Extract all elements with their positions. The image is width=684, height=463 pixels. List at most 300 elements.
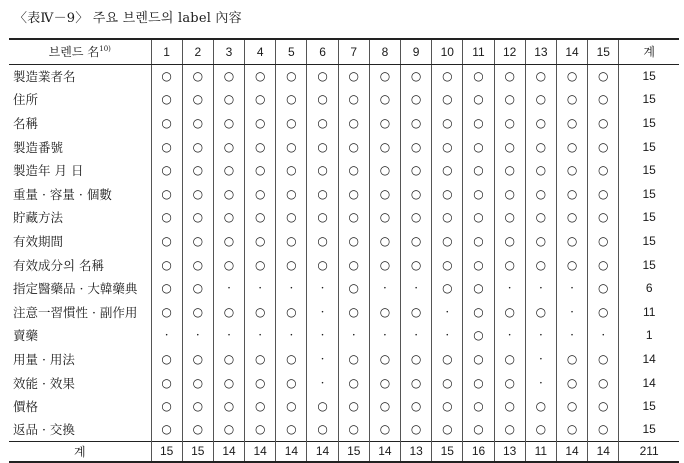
- mark-cell: ○: [151, 88, 182, 112]
- mark-cell: ○: [276, 158, 307, 182]
- mark-cell: ○: [151, 64, 182, 88]
- mark-cell: ○: [525, 64, 556, 88]
- mark-cell: ○: [369, 158, 400, 182]
- column-total: 15: [182, 442, 213, 462]
- mark-cell: ·: [525, 371, 556, 395]
- mark-cell: ○: [182, 64, 213, 88]
- mark-cell: ○: [182, 229, 213, 253]
- mark-cell: ○: [494, 88, 525, 112]
- mark-cell: ○: [556, 88, 587, 112]
- mark-cell: ○: [369, 88, 400, 112]
- mark-cell: ○: [588, 347, 619, 371]
- mark-cell: ○: [338, 158, 369, 182]
- mark-cell: ○: [432, 182, 463, 206]
- mark-cell: ○: [276, 88, 307, 112]
- mark-cell: ○: [182, 111, 213, 135]
- mark-cell: ○: [369, 135, 400, 159]
- mark-cell: ○: [463, 206, 494, 230]
- mark-cell: ○: [525, 253, 556, 277]
- brand-number-header: 3: [213, 39, 244, 64]
- mark-cell: ○: [432, 418, 463, 442]
- mark-cell: ○: [369, 206, 400, 230]
- mark-cell: ○: [151, 394, 182, 418]
- brand-number-header: 6: [307, 39, 338, 64]
- mark-cell: ○: [556, 206, 587, 230]
- mark-cell: ○: [494, 135, 525, 159]
- row-total: 15: [619, 418, 679, 442]
- brand-number-header: 15: [588, 39, 619, 64]
- row-label: 製造年 月 日: [13, 163, 84, 179]
- mark-cell: ○: [401, 394, 432, 418]
- row-label: 貯藏方法: [13, 210, 64, 226]
- mark-cell: ○: [151, 111, 182, 135]
- mark-cell: ○: [151, 135, 182, 159]
- row-total: 15: [619, 158, 679, 182]
- mark-cell: ·: [213, 276, 244, 300]
- mark-cell: ○: [245, 206, 276, 230]
- mark-cell: ○: [369, 347, 400, 371]
- brand-number-header: 1: [151, 39, 182, 64]
- mark-cell: ○: [182, 394, 213, 418]
- mark-cell: ○: [213, 253, 244, 277]
- mark-cell: ○: [463, 347, 494, 371]
- mark-cell: ·: [307, 276, 338, 300]
- mark-cell: ○: [338, 64, 369, 88]
- mark-cell: ○: [401, 371, 432, 395]
- mark-cell: ○: [213, 182, 244, 206]
- mark-cell: ○: [463, 158, 494, 182]
- mark-cell: ○: [588, 394, 619, 418]
- mark-cell: ○: [494, 229, 525, 253]
- table-row: [9, 300, 679, 324]
- column-total: 14: [307, 442, 338, 462]
- mark-cell: ○: [245, 88, 276, 112]
- mark-cell: ·: [525, 347, 556, 371]
- row-label: 重量 · 容量 · 個數: [13, 186, 112, 202]
- mark-cell: ·: [588, 324, 619, 348]
- mark-cell: ○: [182, 253, 213, 277]
- mark-cell: ○: [338, 206, 369, 230]
- mark-cell: ○: [151, 182, 182, 206]
- mark-cell: ○: [432, 206, 463, 230]
- row-label: 名稱: [13, 115, 39, 131]
- brand-number-header: 5: [276, 39, 307, 64]
- mark-cell: ○: [556, 371, 587, 395]
- table-row: [9, 324, 679, 348]
- mark-cell: ○: [556, 253, 587, 277]
- table-row: [9, 135, 679, 159]
- mark-cell: ○: [588, 253, 619, 277]
- mark-cell: ○: [182, 347, 213, 371]
- mark-cell: ○: [432, 158, 463, 182]
- mark-cell: ○: [276, 253, 307, 277]
- mark-cell: ○: [556, 347, 587, 371]
- mark-cell: ·: [525, 324, 556, 348]
- row-total: 15: [619, 111, 679, 135]
- mark-cell: ·: [307, 324, 338, 348]
- mark-cell: ○: [401, 206, 432, 230]
- table-row: [9, 229, 679, 253]
- mark-cell: ○: [213, 300, 244, 324]
- mark-cell: ○: [556, 182, 587, 206]
- mark-cell: ○: [151, 347, 182, 371]
- mark-cell: ○: [556, 158, 587, 182]
- column-total: 15: [432, 442, 463, 462]
- brand-number-header: 10: [432, 39, 463, 64]
- row-total: 14: [619, 371, 679, 395]
- mark-cell: ○: [276, 347, 307, 371]
- row-label: 用量 · 用法: [13, 351, 75, 367]
- mark-cell: ○: [432, 347, 463, 371]
- mark-cell: ○: [463, 229, 494, 253]
- column-total: 14: [369, 442, 400, 462]
- mark-cell: ○: [401, 300, 432, 324]
- mark-cell: ·: [151, 324, 182, 348]
- row-label: 有效成分의 名稱: [13, 257, 105, 273]
- row-label: 指定醫藥品 · 大韓藥典: [13, 281, 138, 297]
- mark-cell: ○: [525, 206, 556, 230]
- mark-cell: ○: [307, 206, 338, 230]
- mark-cell: ○: [463, 418, 494, 442]
- row-total: 15: [619, 206, 679, 230]
- mark-cell: ○: [588, 111, 619, 135]
- mark-cell: ○: [151, 158, 182, 182]
- mark-cell: ·: [369, 276, 400, 300]
- mark-cell: ○: [369, 253, 400, 277]
- mark-cell: ·: [276, 324, 307, 348]
- mark-cell: ○: [307, 229, 338, 253]
- mark-cell: ○: [432, 64, 463, 88]
- table-caption: 〈表Ⅳ－9〉 주요 브렌드의 label 內容: [14, 11, 242, 26]
- mark-cell: ○: [401, 64, 432, 88]
- mark-cell: ○: [182, 88, 213, 112]
- row-label: 注意一習慣性 · 副作用: [13, 304, 138, 320]
- mark-cell: ○: [369, 371, 400, 395]
- mark-cell: ○: [213, 371, 244, 395]
- mark-cell: ○: [245, 158, 276, 182]
- mark-cell: ○: [401, 253, 432, 277]
- mark-cell: ○: [245, 64, 276, 88]
- brand-number-header: 2: [182, 39, 213, 64]
- row-total: 6: [619, 276, 679, 300]
- column-total: 14: [588, 442, 619, 462]
- column-total: 14: [556, 442, 587, 462]
- column-total: 16: [463, 442, 494, 462]
- mark-cell: ○: [338, 276, 369, 300]
- table-row: [9, 88, 679, 112]
- mark-cell: ○: [494, 253, 525, 277]
- mark-cell: ○: [463, 276, 494, 300]
- mark-cell: ○: [338, 418, 369, 442]
- mark-cell: ○: [245, 371, 276, 395]
- row-total: 14: [619, 347, 679, 371]
- mark-cell: ○: [276, 111, 307, 135]
- mark-cell: ○: [588, 229, 619, 253]
- mark-cell: ○: [276, 229, 307, 253]
- mark-cell: ·: [182, 324, 213, 348]
- mark-cell: ○: [276, 182, 307, 206]
- mark-cell: ○: [432, 111, 463, 135]
- mark-cell: ○: [307, 88, 338, 112]
- mark-cell: ○: [588, 158, 619, 182]
- column-total: 14: [213, 442, 244, 462]
- mark-cell: ○: [463, 324, 494, 348]
- mark-cell: ○: [276, 135, 307, 159]
- mark-cell: ○: [151, 206, 182, 230]
- header-label-cell: [9, 39, 151, 64]
- row-total: 15: [619, 394, 679, 418]
- mark-cell: ○: [401, 229, 432, 253]
- mark-cell: ○: [588, 371, 619, 395]
- mark-cell: ○: [245, 253, 276, 277]
- mark-cell: ○: [556, 229, 587, 253]
- mark-cell: ○: [432, 135, 463, 159]
- mark-cell: ○: [463, 64, 494, 88]
- row-total: 1: [619, 324, 679, 348]
- mark-cell: ○: [369, 182, 400, 206]
- mark-cell: ·: [556, 276, 587, 300]
- row-label: 製造業者名: [13, 69, 76, 85]
- mark-cell: ○: [463, 371, 494, 395]
- row-label: 有效期間: [13, 233, 64, 249]
- mark-cell: ○: [338, 229, 369, 253]
- mark-cell: ○: [494, 371, 525, 395]
- mark-cell: ○: [307, 418, 338, 442]
- mark-cell: ○: [338, 371, 369, 395]
- mark-cell: ·: [556, 300, 587, 324]
- mark-cell: ○: [525, 158, 556, 182]
- table-row: [9, 253, 679, 277]
- mark-cell: ○: [369, 394, 400, 418]
- mark-cell: ○: [276, 300, 307, 324]
- mark-cell: ○: [525, 418, 556, 442]
- mark-cell: ○: [525, 300, 556, 324]
- mark-cell: ○: [213, 88, 244, 112]
- row-total: 15: [619, 135, 679, 159]
- mark-cell: ·: [401, 276, 432, 300]
- mark-cell: ○: [401, 135, 432, 159]
- mark-cell: ○: [151, 371, 182, 395]
- mark-cell: ○: [307, 135, 338, 159]
- mark-cell: ○: [463, 135, 494, 159]
- mark-cell: ○: [463, 182, 494, 206]
- mark-cell: ○: [213, 135, 244, 159]
- mark-cell: ○: [182, 158, 213, 182]
- mark-cell: ○: [556, 394, 587, 418]
- mark-cell: ○: [245, 229, 276, 253]
- table-row: [9, 371, 679, 395]
- mark-cell: ○: [401, 158, 432, 182]
- mark-cell: ○: [182, 371, 213, 395]
- header-row: [9, 39, 679, 64]
- row-label: 效能 · 效果: [13, 375, 75, 391]
- mark-cell: ○: [432, 371, 463, 395]
- mark-cell: ○: [494, 158, 525, 182]
- column-total: 13: [494, 442, 525, 462]
- mark-cell: ○: [525, 135, 556, 159]
- mark-cell: ○: [525, 88, 556, 112]
- mark-cell: ○: [182, 182, 213, 206]
- footer-label: 계: [9, 442, 151, 462]
- mark-cell: ○: [401, 347, 432, 371]
- mark-cell: ·: [401, 324, 432, 348]
- mark-cell: ○: [245, 347, 276, 371]
- mark-cell: ○: [556, 64, 587, 88]
- mark-cell: ○: [245, 394, 276, 418]
- table-row: [9, 158, 679, 182]
- mark-cell: ·: [307, 300, 338, 324]
- brand-number-header: 14: [556, 39, 587, 64]
- mark-cell: ○: [182, 206, 213, 230]
- mark-cell: ○: [369, 229, 400, 253]
- header-label: 브렌드 名: [48, 45, 100, 60]
- mark-cell: ○: [556, 418, 587, 442]
- mark-cell: ○: [525, 394, 556, 418]
- mark-cell: ○: [525, 182, 556, 206]
- table-body: [9, 64, 679, 442]
- mark-cell: ○: [338, 394, 369, 418]
- table-row: [9, 347, 679, 371]
- mark-cell: ○: [588, 64, 619, 88]
- row-label: 賣藥: [13, 328, 39, 344]
- mark-cell: ○: [276, 206, 307, 230]
- mark-cell: ○: [245, 300, 276, 324]
- mark-cell: ○: [401, 88, 432, 112]
- mark-cell: ○: [182, 135, 213, 159]
- table-row: [9, 418, 679, 442]
- mark-cell: ○: [213, 347, 244, 371]
- mark-cell: ○: [245, 135, 276, 159]
- mark-cell: ○: [151, 276, 182, 300]
- table-row: [9, 394, 679, 418]
- mark-cell: ○: [338, 300, 369, 324]
- mark-cell: ○: [494, 64, 525, 88]
- mark-cell: ○: [588, 135, 619, 159]
- mark-cell: ○: [369, 64, 400, 88]
- mark-cell: ○: [463, 253, 494, 277]
- mark-cell: ○: [401, 418, 432, 442]
- mark-cell: ○: [588, 276, 619, 300]
- mark-cell: ○: [213, 111, 244, 135]
- mark-cell: ○: [432, 88, 463, 112]
- mark-cell: ○: [494, 418, 525, 442]
- mark-cell: ○: [463, 88, 494, 112]
- mark-cell: ○: [245, 111, 276, 135]
- mark-cell: ○: [588, 300, 619, 324]
- brand-number-header: 11: [463, 39, 494, 64]
- row-total: 15: [619, 64, 679, 88]
- mark-cell: ·: [276, 276, 307, 300]
- mark-cell: ○: [307, 182, 338, 206]
- brand-number-header: 8: [369, 39, 400, 64]
- mark-cell: ○: [463, 300, 494, 324]
- mark-cell: ○: [463, 394, 494, 418]
- row-label: 價格: [13, 399, 39, 415]
- table-row: [9, 206, 679, 230]
- mark-cell: ·: [245, 276, 276, 300]
- mark-cell: ○: [338, 135, 369, 159]
- mark-cell: ○: [525, 229, 556, 253]
- mark-cell: ○: [369, 111, 400, 135]
- mark-cell: ○: [588, 182, 619, 206]
- mark-cell: ·: [307, 371, 338, 395]
- mark-cell: ○: [182, 418, 213, 442]
- mark-cell: ○: [432, 253, 463, 277]
- mark-cell: ○: [245, 418, 276, 442]
- mark-cell: ○: [494, 300, 525, 324]
- brand-number-header: 12: [494, 39, 525, 64]
- mark-cell: ○: [556, 111, 587, 135]
- footer-row: [9, 442, 679, 462]
- row-label: 住所: [13, 92, 39, 108]
- mark-cell: ○: [494, 206, 525, 230]
- mark-cell: ○: [213, 206, 244, 230]
- mark-cell: ○: [556, 135, 587, 159]
- mark-cell: ○: [494, 182, 525, 206]
- mark-cell: ·: [556, 324, 587, 348]
- row-label: 製造番號: [13, 139, 64, 155]
- mark-cell: ○: [494, 394, 525, 418]
- mark-cell: ○: [432, 394, 463, 418]
- mark-cell: ○: [463, 111, 494, 135]
- mark-cell: ○: [213, 418, 244, 442]
- mark-cell: ○: [401, 182, 432, 206]
- table-row: [9, 182, 679, 206]
- mark-cell: ○: [338, 347, 369, 371]
- mark-cell: ○: [213, 394, 244, 418]
- mark-cell: ○: [276, 418, 307, 442]
- mark-cell: ·: [432, 324, 463, 348]
- brand-number-header: 4: [245, 39, 276, 64]
- mark-cell: ○: [588, 418, 619, 442]
- mark-cell: ○: [182, 300, 213, 324]
- brand-label-table: [9, 38, 679, 463]
- mark-cell: ○: [338, 111, 369, 135]
- mark-cell: ○: [525, 111, 556, 135]
- row-total: 15: [619, 253, 679, 277]
- mark-cell: ○: [245, 182, 276, 206]
- mark-cell: ○: [401, 111, 432, 135]
- mark-cell: ○: [276, 371, 307, 395]
- mark-cell: ○: [151, 229, 182, 253]
- total-header: 계: [619, 39, 679, 64]
- mark-cell: ○: [494, 347, 525, 371]
- row-total: 15: [619, 88, 679, 112]
- mark-cell: ○: [494, 111, 525, 135]
- mark-cell: ·: [245, 324, 276, 348]
- column-total: 15: [151, 442, 182, 462]
- column-total: 13: [401, 442, 432, 462]
- mark-cell: ○: [151, 300, 182, 324]
- mark-cell: ·: [338, 324, 369, 348]
- column-total: 14: [245, 442, 276, 462]
- mark-cell: ·: [307, 347, 338, 371]
- mark-cell: ·: [369, 324, 400, 348]
- header-footnote: 10): [99, 45, 111, 54]
- mark-cell: ·: [213, 324, 244, 348]
- mark-cell: ○: [213, 158, 244, 182]
- grand-total: 211: [619, 442, 679, 462]
- mark-cell: ○: [307, 394, 338, 418]
- mark-cell: ○: [307, 64, 338, 88]
- table-row: [9, 276, 679, 300]
- mark-cell: ·: [432, 300, 463, 324]
- mark-cell: ○: [588, 88, 619, 112]
- row-total: 15: [619, 229, 679, 253]
- mark-cell: ·: [494, 276, 525, 300]
- mark-cell: ○: [182, 276, 213, 300]
- mark-cell: ○: [307, 111, 338, 135]
